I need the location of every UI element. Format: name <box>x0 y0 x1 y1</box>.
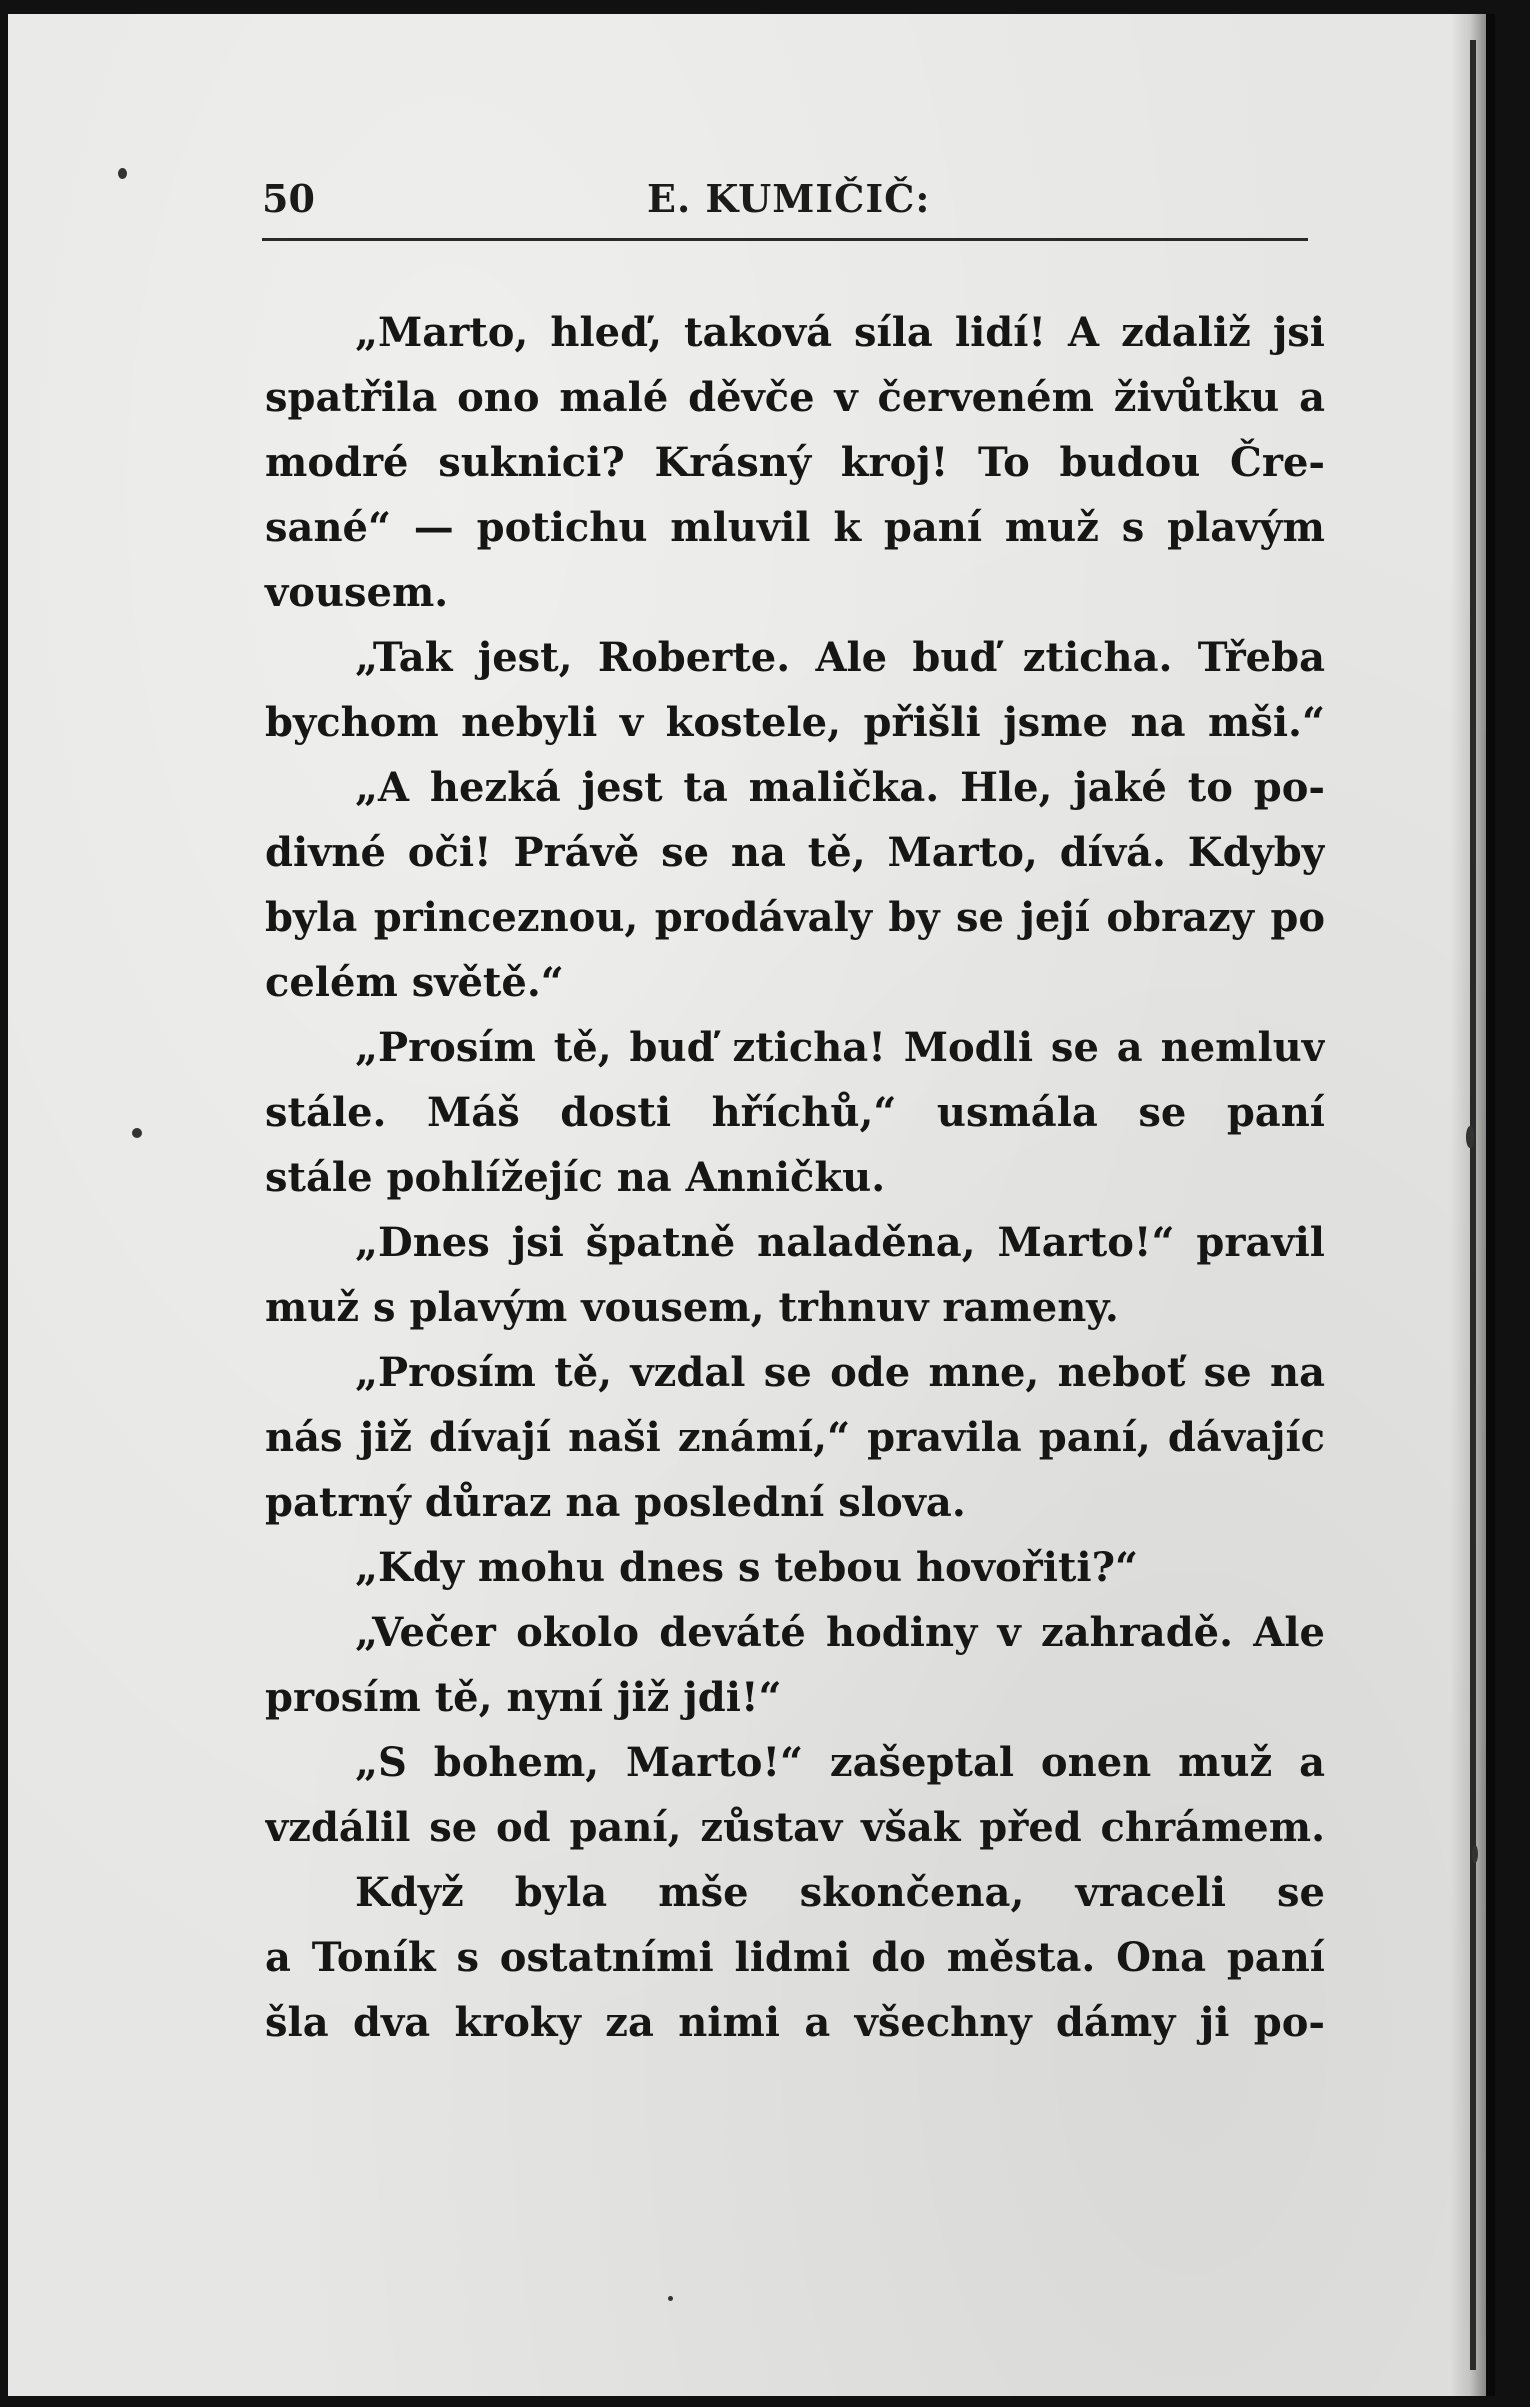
page-header <box>262 176 1312 226</box>
text-line: stále. Máš dosti hříchů,“ usmála se paní <box>265 1089 1325 1136</box>
text-line: „Prosím tě, buď zticha! Modli se a nemluv <box>355 1024 1325 1071</box>
scan-speck <box>118 168 127 179</box>
text-line: prosím tě, nyní již jdi!“ <box>265 1674 782 1721</box>
text-line: „S bohem, Marto!“ zašeptal onen muž a <box>355 1739 1325 1786</box>
text-line: divné oči! Právě se na tě, Marto, dívá. Kdyby <box>265 829 1325 876</box>
text-line: vzdálil se od paní, zůstav však před chrámem. <box>265 1804 1325 1851</box>
page-number: 50 <box>262 176 315 221</box>
scan-speck <box>1466 1126 1474 1148</box>
text-line: byla princeznou, prodávaly by se její obrazy po <box>265 894 1325 941</box>
text-line: patrný důraz na poslední slova. <box>265 1479 966 1526</box>
text-line: „Kdy mohu dnes s tebou hovořiti?“ <box>355 1544 1139 1591</box>
text-line: sané“ — potichu mluvil k paní muž s plavým <box>265 504 1325 551</box>
text-line: šla dva kroky za nimi a všechny dámy ji po- <box>265 1999 1325 2046</box>
header-rule <box>262 238 1308 241</box>
text-line: „Marto, hleď, taková síla lidí! A zdaliž jsi <box>355 309 1325 356</box>
text-line: modré suknici? Krásný kroj! To budou Čre- <box>265 439 1325 486</box>
text-line: „Večer okolo deváté hodiny v zahradě. Ale <box>355 1609 1325 1656</box>
scan-speck <box>668 2296 673 2301</box>
text-line: „Tak jest, Roberte. Ale buď zticha. Třeba <box>355 634 1325 681</box>
text-line: muž s plavým vousem, trhnuv rameny. <box>265 1284 1119 1331</box>
text-line: Když byla mše skončena, vraceli se <box>355 1869 1325 1916</box>
text-line: „Dnes jsi špatně naladěna, Marto!“ pravil <box>355 1219 1325 1266</box>
page-edge-line <box>1470 40 1476 2370</box>
text-line: bychom nebyli v kostele, přišli jsme na mši.“ <box>265 699 1325 746</box>
scan-speck <box>132 1128 142 1138</box>
text-line: celém světě.“ <box>265 959 564 1006</box>
body-text <box>265 300 1325 2055</box>
scan-speck <box>1472 1845 1478 1863</box>
text-line: vousem. <box>265 569 449 616</box>
text-line: „Prosím tě, vzdal se ode mne, neboť se na <box>355 1349 1325 1396</box>
text-line: spatřila ono malé děvče v červeném živůtku a <box>265 374 1325 421</box>
text-line: stále pohlížejíc na Anničku. <box>265 1154 886 1201</box>
text-line: nás již dívají naši známí,“ pravila paní, dávajíc <box>265 1414 1325 1461</box>
running-head: E. KUMIČIČ: <box>647 176 931 221</box>
text-line: „A hezká jest ta malička. Hle, jaké to po- <box>355 764 1325 811</box>
text-line: a Toník s ostatními lidmi do města. Ona paní <box>265 1934 1325 1981</box>
